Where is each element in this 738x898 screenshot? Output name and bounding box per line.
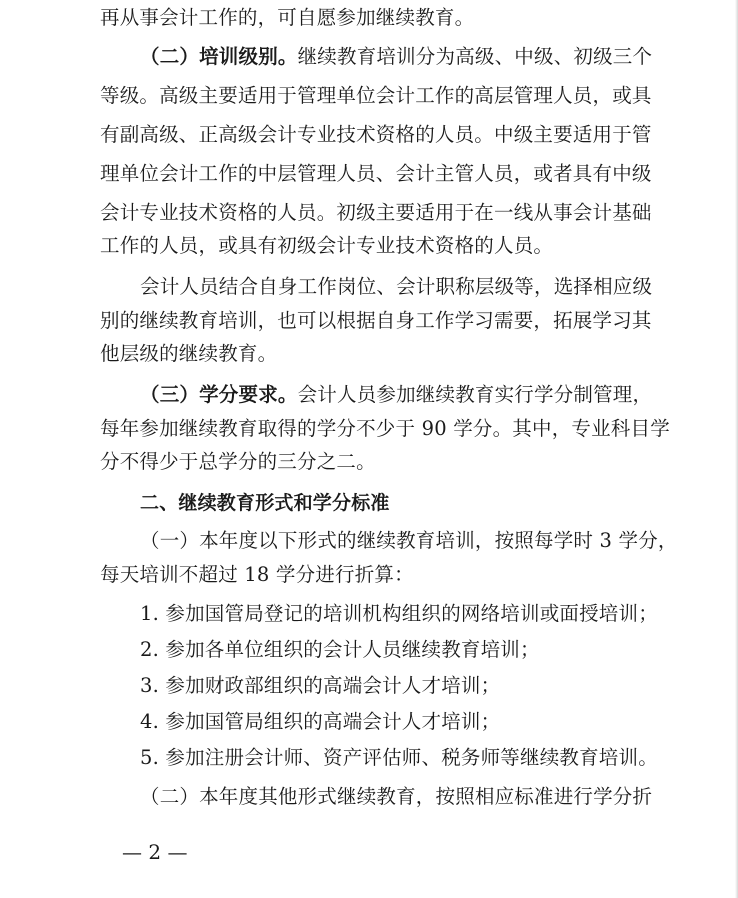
paragraph-line	[140, 383, 652, 407]
paragraph-line: 别的继续教育培训，也可以根据自身工作学习需要，拓展学习其	[100, 309, 652, 332]
subsection-heading: （三）学分要求。	[140, 383, 298, 406]
subsection-heading: （二）培训级别。	[140, 45, 298, 68]
page-number: — 2 —	[122, 840, 188, 864]
paragraph-text: 继续教育培训分为高级、中级、初级三个	[297, 45, 653, 68]
paragraph-line: （一）本年度以下形式的继续教育培训，按照每学时 3 学分，	[140, 529, 678, 552]
paragraph-line: 每年参加继续教育取得的学分不少于 90 学分。其中，专业科目学	[100, 417, 670, 440]
paragraph-line: （二）本年度其他形式继续教育，按照相应标准进行学分折	[140, 785, 653, 808]
paragraph-line: 每天培训不超过 18 学分进行折算：	[100, 563, 414, 586]
list-item: 5. 参加注册会计师、资产评估师、税务师等继续教育培训。	[140, 746, 658, 769]
paragraph-line: 有副高级、正高级会计专业技术资格的人员。中级主要适用于管	[100, 123, 652, 146]
paragraph-line: 他层级的继续教育。	[100, 342, 278, 365]
list-item: 3. 参加财政部组织的高端会计人才培训；	[140, 674, 501, 697]
list-item: 4. 参加国管局组织的高端会计人才培训；	[140, 710, 501, 733]
list-item: 1. 参加国管局登记的培训机构组织的网络培训或面授培训；	[140, 602, 658, 625]
paragraph-line	[140, 45, 652, 69]
section-heading: 二、继续教育形式和学分标准	[140, 492, 390, 514]
list-item: 2. 参加各单位组织的会计人员继续教育培训；	[140, 638, 540, 661]
paragraph-line: 等级。高级主要适用于管理单位会计工作的高层管理人员，或具	[100, 84, 652, 107]
paragraph-line: 再从事会计工作的，可自愿参加继续教育。	[100, 6, 475, 29]
paragraph-line: 会计专业技术资格的人员。初级主要适用于在一线从事会计基础	[100, 201, 652, 224]
paragraph-line: 分不得少于总学分的三分之二。	[100, 450, 376, 473]
paragraph-line: 理单位会计工作的中层管理人员、会计主管人员，或者具有中级	[100, 162, 652, 185]
paragraph-line: 会计人员结合自身工作岗位、会计职称层级等，选择相应级	[140, 275, 653, 298]
paragraph-text: 会计人员参加继续教育实行学分制管理，	[297, 383, 653, 406]
paragraph-line: 工作的人员，或具有初级会计专业技术资格的人员。	[100, 234, 554, 257]
